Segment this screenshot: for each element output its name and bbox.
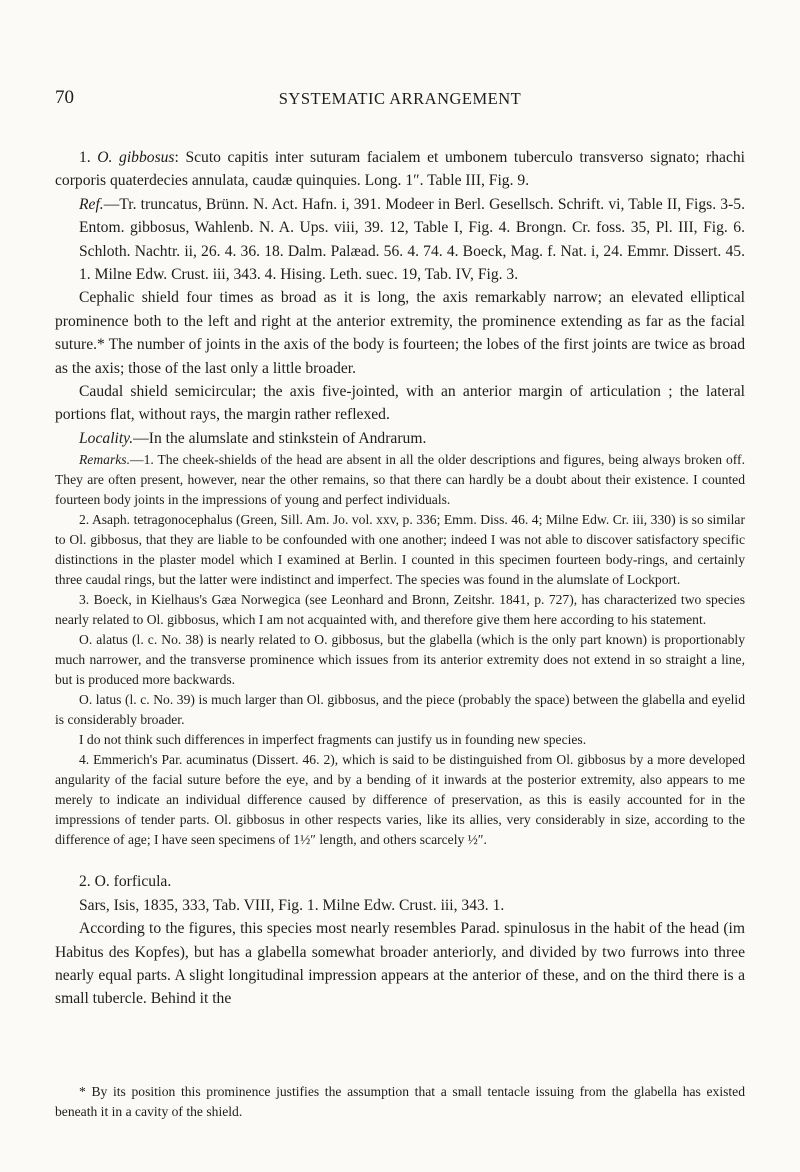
page-header (55, 87, 745, 111)
species-2-title: 2. O. forficula. (79, 873, 172, 891)
species-2-description: According to the figures, this species most nearly resembles Parad. spinulosus in the habit of the head (im Habitus des Kopfes), but has a glabella somewhat broader anteriorly, and divided by two furrows into three nearly equal parts. A slight longitudinal impression appears at the anterior of these, and on the third there is a small tubercle. Behind it the (55, 920, 745, 1008)
remarks-1: Remarks.—1. The cheek-shields of the head are absent in all the older descriptions and figures, being always broken off. They are often present, however, near the other remains, so that there can hardly be a doubt about their existence. I counted fourteen body joints in the impressions of young and perfect individuals. (55, 452, 745, 508)
footnote: * By its position this prominence justifies the assumption that a small tentacle issuing from the glabella has existed beneath it in a cavity of the shield. (55, 1084, 745, 1119)
species-name: O. gibbosus (97, 149, 175, 166)
alatus-note: O. alatus (l. c. No. 38) is nearly related to O. gibbosus, but the glabella (which is the only part known) is proportionably much narrower, and the transverse prominence which issues from its anterior extremity does not extend in so straight a line, but is produced more backwards. (55, 632, 745, 688)
section-gap (55, 850, 745, 870)
running-title: SYSTEMATIC ARRANGEMENT (278, 89, 522, 108)
imperfect-note: I do not think such differences in imperfect fragments can justify us in founding new species. (79, 732, 587, 748)
cephalic-description: Cephalic shield four times as broad as it is long, the axis remarkably narrow; an elevated elliptical prominence both to the left and right at the anterior extremity, the prominence extending as far as the facial suture.* The number of joints in the axis of the body is fourteen; the lobes of the first joints are twice as broad as the axis; those of the last only a little broader. (55, 289, 745, 377)
remarks-2: 2. Asaph. tetragonocephalus (Green, Sill. Am. Jo. vol. xxv, p. 336; Emm. Diss. 46. 4; Milne Edw. Cr. iii, 330) is so similar to Ol. gibbosus, that they are liable to be confounded with one another; indeed I was not able to discover satisfactory specific distinctions in the plaster model which I examined at Berlin. I counted in this specimen fourteen body-rings, and certainly three caudal rings, but the latter were indistinct and imperfect. The species was found in the alumslate of Lockport. (55, 512, 745, 588)
caudal-description: Caudal shield semicircular; the axis five-jointed, with an anterior margin of articulation ; the lateral portions flat, without rays, the margin rather reflexed. (55, 383, 745, 424)
remarks-4: 4. Emmerich's Par. acuminatus (Dissert. 46. 2), which is said to be distinguished from Ol. gibbosus by a more developed angularity of the facial suture before the eye, and by a bending of it inwards at the posterior extremity, also appears to me merely to indicate an individual difference caused by difference of preservation, as this is easily accounted for in the impressions of tender parts. Ol. gibbosus in other respects varies, like its allies, very considerably in size, according to the difference of age; I have seen specimens of 1½″ length, and others scarcely ½″. (55, 752, 745, 848)
species-diagnosis: 1. O. gibbosus: Scuto capitis inter suturam facialem et umbonem tuberculo transverso signato; rhachi corporis quaterdecies annulata, caudæ quinquies. Long. 1″. Table III, Fig. 9. (55, 149, 746, 190)
page-number: 70 (55, 87, 74, 108)
remarks-3: 3. Boeck, in Kielhaus's Gæa Norwegica (see Leonhard and Bronn, Zeitshr. 1841, p. 727), has characterized two species nearly related to Ol. gibbosus, which I am not acquainted with, and therefore give them here according to his statement. (55, 592, 745, 628)
species-2-references: Sars, Isis, 1835, 333, Tab. VIII, Fig. 1. Milne Edw. Crust. iii, 343. 1. (79, 896, 505, 914)
page-body (55, 146, 745, 1011)
locality: Locality.—In the alumslate and stinkstein of Andrarum. (79, 429, 427, 447)
latus-note: O. latus (l. c. No. 39) is much larger than Ol. gibbosus, and the piece (probably the space) between the glabella and eyelid is considerably broader. (55, 692, 745, 728)
references: Ref.—Tr. truncatus, Brünn. N. Act. Hafn. i, 391. Modeer in Berl. Gesellsch. Schrift. vi, Table II, Figs. 3-5. Entom. gibbosus, Wahlenb. N. A. Ups. viii, 39. 12, Table I, Fig. 4. Brongn. Cr. foss. 35, Pl. III, Fig. 6. Schloth. Nachtr. ii, 26. 4. 36. 18. Dalm. Palæad. 56. 4. 74. 4. Boeck, Mag. f. Nat. i, 24. Emmr. Dissert. 45. 1. Milne Edw. Crust. iii, 343. 4. Hising. Leth. suec. 19, Tab. IV, Fig. 3. (79, 195, 745, 284)
